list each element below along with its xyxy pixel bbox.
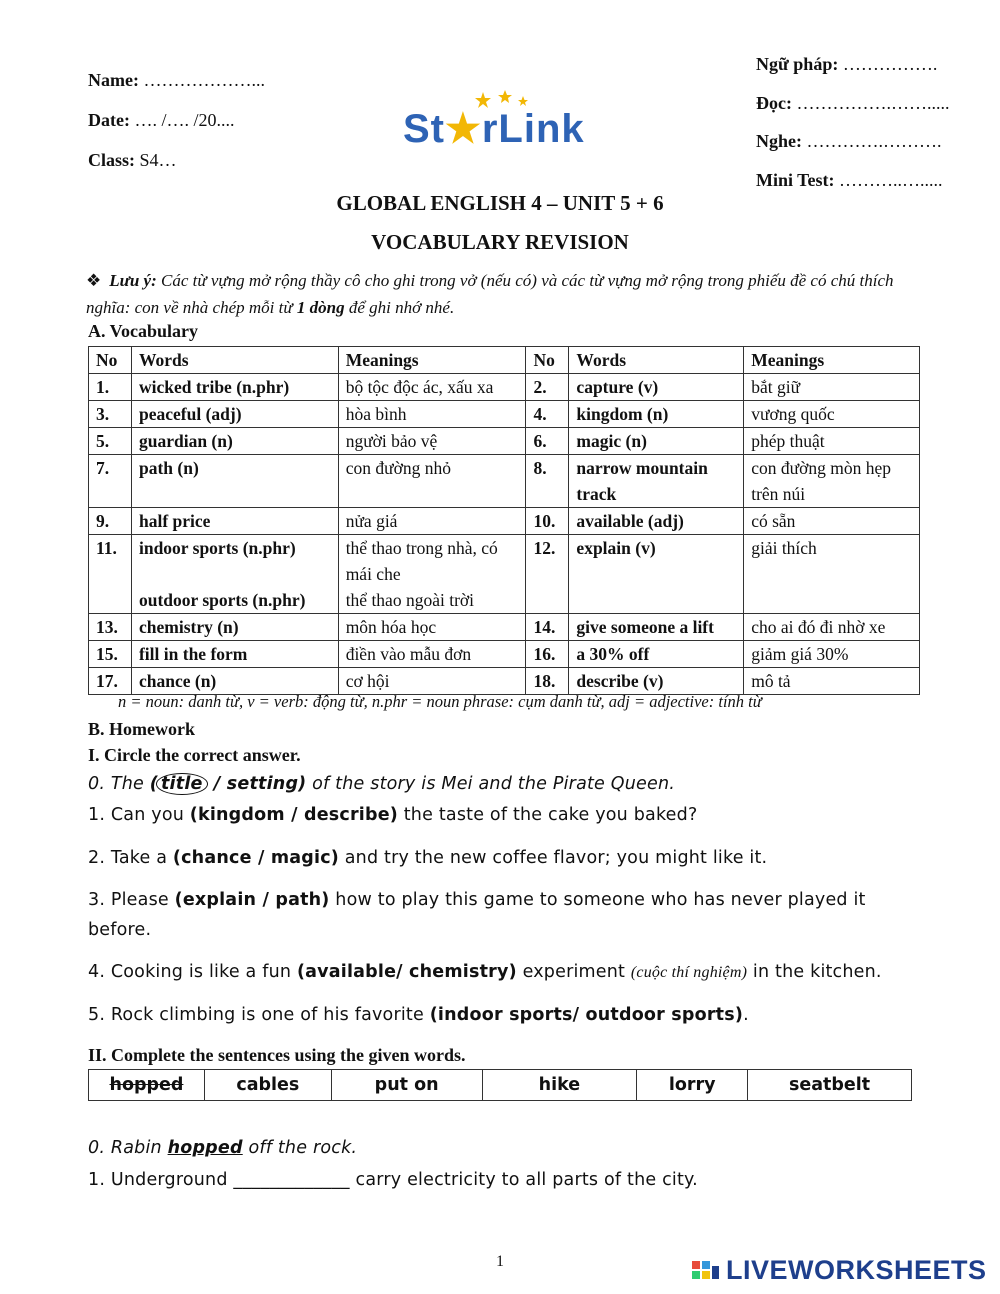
class-value: S4… [139, 150, 177, 170]
word-bank-item: seatbelt [748, 1070, 912, 1101]
class-label: Class: [88, 150, 136, 170]
name-value: ………………... [143, 70, 265, 90]
word-bank-item: hike [482, 1070, 637, 1101]
note-label: Lưu ý: [109, 271, 157, 290]
table-row: 1. wicked tribe (n.phr) bộ tộc độc ác, xấu xa 2. capture (v) bắt giữ [89, 374, 920, 401]
score-box [756, 45, 949, 199]
question-4: 4. Cooking is like a fun (available/ chemistry) experiment (cuộc thí nghiệm) in the kitchen. [88, 962, 882, 982]
date-line [88, 100, 265, 140]
word-bank-item: cables [204, 1070, 331, 1101]
part2-title: II. Complete the sentences using the given words. [88, 1045, 466, 1065]
date-label: Date: [88, 110, 130, 130]
extra-meaning: thể thao ngoài trời [345, 590, 475, 610]
table-header-row: No Words Meanings No Words Meanings [89, 347, 920, 374]
choice-options[interactable]: (indoor sports/ outdoor sports) [429, 1005, 744, 1025]
answer-blank[interactable]: _____________ [233, 1170, 350, 1190]
choice-options[interactable]: (available/ chemistry) [296, 962, 517, 982]
page-subtitle: VOCABULARY REVISION [371, 230, 629, 254]
choice-options[interactable]: (kingdom / describe) [189, 805, 398, 825]
section-b-heading: B. Homework [88, 719, 195, 739]
extra-word: outdoor sports (n.phr) [138, 590, 306, 610]
question-1: 1. Can you (kingdom / describe) the taste of the cake you baked? [88, 805, 698, 825]
circled-answer: title [156, 773, 208, 795]
word-bank-item: hopped [89, 1070, 205, 1101]
table-row: 9. half price nửa giá 10. available (adj) có sẵn [89, 508, 920, 535]
name-line [88, 60, 265, 100]
table-row: 15. fill in the form điền vào mẫu đơn 16. a 30% off giảm giá 30% [89, 641, 920, 668]
date-value: …. /…. /20.... [134, 110, 235, 130]
class-line [88, 140, 265, 180]
note [86, 267, 906, 321]
word-bank-item: lorry [637, 1070, 748, 1101]
minitest-line: Mini Test: ………..…..... [756, 169, 943, 190]
table-row: 3. peaceful (adj) hòa bình 4. kingdom (n) vương quốc [89, 401, 920, 428]
note-bold: 1 dòng [296, 298, 345, 317]
name-label: Name: [88, 70, 139, 90]
word-bank [88, 1069, 912, 1101]
starlink-logo [403, 92, 603, 154]
brand-name: LIVEWORKSHEETS [726, 1255, 987, 1285]
table-row: 13. chemistry (n) môn hóa học 14. give someone a lift cho ai đó đi nhờ xe [89, 614, 920, 641]
page-title: GLOBAL ENGLISH 4 – UNIT 5 + 6 [336, 191, 664, 215]
question-2: 2. Take a (chance / magic) and try the new coffee flavor; you might like it. [88, 848, 768, 868]
sentence-0: 0. Rabin hopped off the rock. [88, 1138, 358, 1158]
liveworksheets-logo [690, 1255, 990, 1287]
abbreviation-legend: n = noun: danh từ, v = verb: động từ, n.phr = noun phrase: cụm danh từ, adj = adjective: tính từ [118, 692, 762, 711]
sentence-1: 1. Underground _____________ carry electricity to all parts of the city. [88, 1170, 698, 1190]
grammar-line: Ngữ pháp: ……………. [756, 54, 938, 74]
part1-title: I. Circle the correct answer. [88, 745, 301, 765]
choice-options[interactable]: (explain / path) [174, 890, 330, 910]
question-3-cont: before. [88, 920, 152, 940]
section-a-heading: A. Vocabulary [88, 321, 199, 341]
question-5: 5. Rock climbing is one of his favorite (indoor sports/ outdoor sports). [88, 1005, 749, 1025]
student-info [88, 60, 265, 180]
note-text-end: để ghi nhớ nhé. [348, 298, 455, 317]
table-row: 17. chance (n) cơ hội 18. describe (v) mô tả [89, 668, 920, 695]
question-0: 0. The ( title / setting) of the story is Mei and the Pirate Queen. [88, 774, 676, 794]
diamond-bullet-icon: ❖ [86, 271, 102, 290]
table-row: 11. indoor sports (n.phr) outdoor sports (n.phr) thể thao trong nhà, có mái che thể thao ngoài trời 12. explain (v) giải thích [89, 535, 920, 614]
vocabulary-table [88, 346, 920, 695]
word-bank-item: put on [331, 1070, 482, 1101]
table-row: 7. path (n) con đường nhỏ 8. narrow mountain track con đường mòn hẹp trên núi [89, 455, 920, 508]
listening-line: Nghe: ………….………. [756, 131, 942, 151]
liveworksheets-icon [690, 1259, 722, 1285]
reading-line: Đọc: …………….……..... [756, 92, 950, 113]
choice-options[interactable]: (chance / magic) [172, 848, 339, 868]
table-row: 5. guardian (n) người bảo vệ 6. magic (n) phép thuật [89, 428, 920, 455]
page-number: 1 [496, 1253, 504, 1270]
example-answer: hopped [167, 1138, 243, 1158]
logo-wordmark: St★rLink [403, 107, 585, 151]
logo-star-icon: ★ [445, 107, 482, 151]
note-text: Các từ vựng mở rộng thầy cô cho ghi trong vở (nếu có) và các từ vựng mở rộng trong phiếu đề có chú thích nghĩa: con về nhà chép mỗi từ [86, 271, 894, 317]
question-3: 3. Please (explain / path) how to play this game to someone who has never played it [88, 890, 866, 910]
